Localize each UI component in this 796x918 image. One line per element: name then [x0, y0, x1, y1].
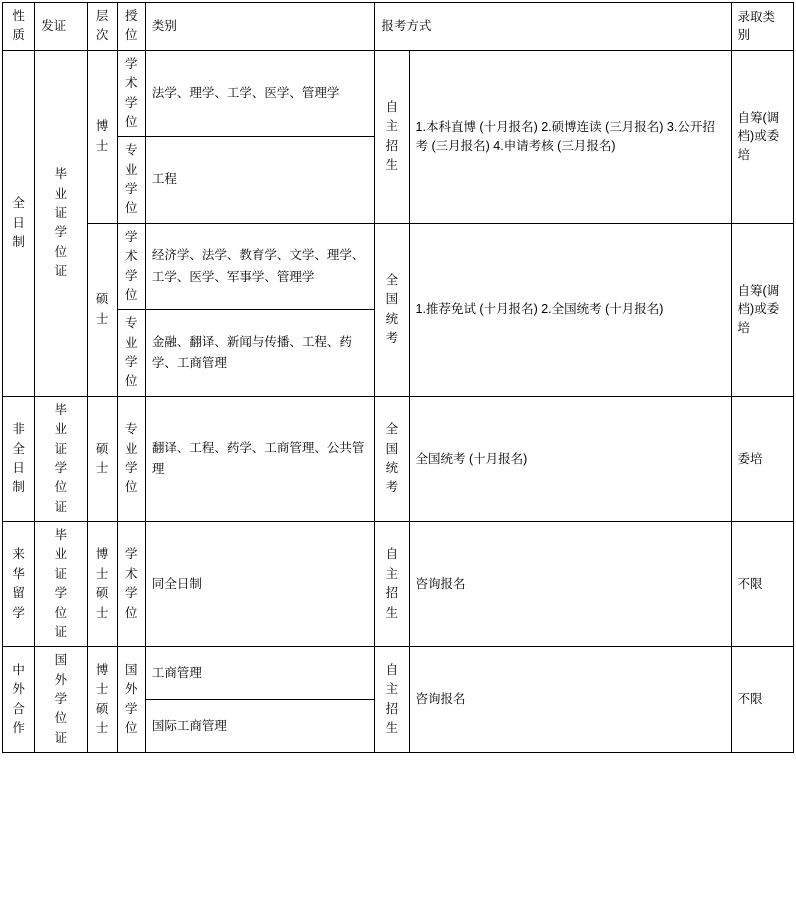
cell-apply-method-joint: 自主招生	[375, 647, 409, 753]
cell-admission-type-doctor: 自筹(调档)或委培	[731, 50, 793, 223]
cell-level-joint: 博士硕士	[87, 647, 117, 753]
cell-admission-type-international: 不限	[731, 522, 793, 647]
cell-category-joint-2: 国际工商管理	[145, 700, 374, 753]
cell-apply-detail-parttime: 全国统考 (十月报名)	[409, 396, 731, 521]
cell-nature-parttime: 非全日制	[3, 396, 35, 521]
header-apply-method: 报考方式	[375, 3, 731, 51]
cell-apply-method-parttime: 全国统考	[375, 396, 409, 521]
cell-category-master-academic: 经济学、法学、教育学、文学、理学、工学、医学、军事学、管理学	[145, 223, 374, 310]
cell-degree-joint: 国外学位	[117, 647, 145, 753]
cell-apply-method-international: 自主招生	[375, 522, 409, 647]
header-nature: 性质	[3, 3, 35, 51]
cell-certificate-fulltime: 毕业证学位证	[35, 50, 87, 396]
header-admission-type: 录取类别	[731, 3, 793, 51]
cell-level-doctor: 博士	[87, 50, 117, 223]
cell-admission-type-master: 自筹(调档)或委培	[731, 223, 793, 396]
cell-level-parttime: 硕士	[87, 396, 117, 521]
cell-degree-master-academic: 学术学位	[117, 223, 145, 310]
cell-category-joint-1: 工商管理	[145, 647, 374, 700]
cell-certificate-international: 毕业证学位证	[35, 522, 87, 647]
header-degree: 授位	[117, 3, 145, 51]
cell-level-master: 硕士	[87, 223, 117, 396]
cell-degree-parttime: 专业学位	[117, 396, 145, 521]
cell-certificate-joint: 国外学位证	[35, 647, 87, 753]
cell-admission-type-joint: 不限	[731, 647, 793, 753]
table-header-row	[3, 3, 794, 51]
row-joint-1	[3, 647, 794, 700]
cell-category-master-professional: 金融、翻译、新闻与传播、工程、药学、工商管理	[145, 310, 374, 397]
cell-level-international: 博士硕士	[87, 522, 117, 647]
cell-nature-international: 来华留学	[3, 522, 35, 647]
header-category: 类别	[145, 3, 374, 51]
cell-degree-doctor-academic: 学术学位	[117, 50, 145, 137]
cell-apply-method-doctor: 自主招生	[375, 50, 409, 223]
cell-apply-method-master: 全国统考	[375, 223, 409, 396]
cell-nature-fulltime: 全日制	[3, 50, 35, 396]
row-fulltime-master-academic	[3, 223, 794, 310]
cell-category-doctor-professional: 工程	[145, 137, 374, 224]
row-parttime	[3, 396, 794, 521]
cell-apply-detail-international: 咨询报名	[409, 522, 731, 647]
header-level: 层次	[87, 3, 117, 51]
admissions-table	[2, 2, 794, 753]
header-certificate: 发证	[35, 3, 87, 51]
cell-apply-detail-doctor: 1.本科直博 (十月报名) 2.硕博连读 (三月报名) 3.公开招考 (三月报名) 4.申请考核 (三月报名)	[409, 50, 731, 223]
cell-certificate-parttime: 毕业证学位证	[35, 396, 87, 521]
row-fulltime-doctor-academic	[3, 50, 794, 137]
cell-degree-doctor-professional: 专业学位	[117, 137, 145, 224]
cell-apply-detail-joint: 咨询报名	[409, 647, 731, 753]
cell-apply-detail-master: 1.推荐免试 (十月报名) 2.全国统考 (十月报名)	[409, 223, 731, 396]
cell-nature-joint: 中外合作	[3, 647, 35, 753]
cell-admission-type-parttime: 委培	[731, 396, 793, 521]
cell-category-parttime: 翻译、工程、药学、工商管理、公共管理	[145, 396, 374, 521]
cell-degree-international: 学术学位	[117, 522, 145, 647]
cell-category-international: 同全日制	[145, 522, 374, 647]
cell-degree-master-professional: 专业学位	[117, 310, 145, 397]
row-international	[3, 522, 794, 647]
cell-category-doctor-academic: 法学、理学、工学、医学、管理学	[145, 50, 374, 137]
